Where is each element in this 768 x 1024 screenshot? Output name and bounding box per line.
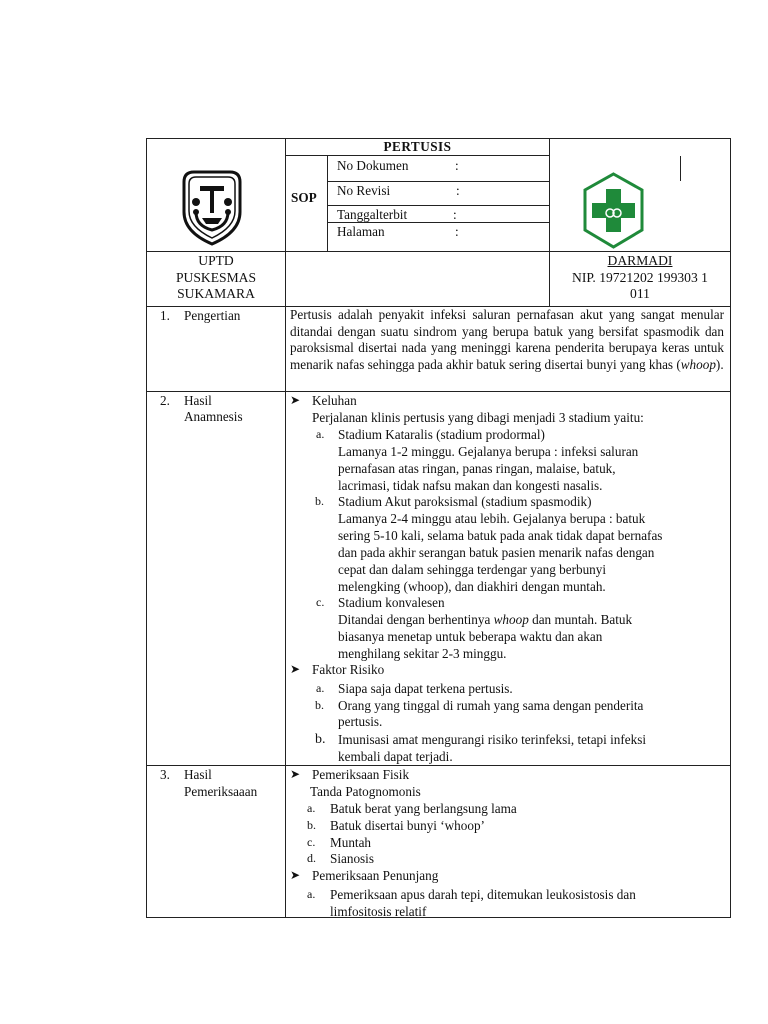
arrow-bullet-icon: ➤ xyxy=(290,393,301,407)
signer-name: DARMADI xyxy=(607,253,673,268)
penunjang-item: limfositosis relatif xyxy=(330,904,427,919)
signer-block xyxy=(550,253,730,303)
stage-line: menghilang sekitar 2-3 minggu. xyxy=(338,646,507,661)
stage-line: Lamanya 1-2 minggu. Gejalanya berupa : infeksi saluran xyxy=(338,444,639,459)
risk-heading: Faktor Risiko xyxy=(312,662,385,677)
fisik-item: Batuk disertai bunyi ‘whoop’ xyxy=(330,818,485,833)
list-letter: b. xyxy=(315,494,324,508)
keluhan-heading: Keluhan xyxy=(312,393,357,408)
stage-line: pernafasan atas ringan, panas ringan, malaise, batuk, xyxy=(338,461,616,476)
list-letter: a. xyxy=(307,801,316,815)
arrow-bullet-icon: ➤ xyxy=(290,662,301,676)
stage-line: dan pada akhir serangan batuk pasien menarik nafas dengan xyxy=(338,545,655,560)
stage-text: dan muntah. Batuk xyxy=(528,612,633,627)
paragraph-text: Pertusis adalah penyakit infeksi saluran pernafasan akut yang sangat menular ditandai dengan suatu sindrom yang berupa batuk yang bersifat spasmodik dan paroksismal disertai nada yang meninggi karena penderita berupaya keras untuk menarik nafas sehingga pada akhir batuk sering disertai bunyi yang khas ( xyxy=(290,307,724,372)
risk-item: pertusis. xyxy=(338,714,383,729)
section-label-pemeriksaan: Pemeriksaaan xyxy=(184,784,258,799)
risk-item: Imunisasi amat mengurangi risiko terinfeksi, tetapi infeksi xyxy=(338,732,647,747)
org-line: SUKAMARA xyxy=(177,286,255,301)
risk-item: Siapa saja dapat terkena pertusis. xyxy=(338,681,513,696)
list-letter: b. xyxy=(307,818,316,832)
keluhan-intro: Perjalanan klinis pertusis yang dibagi menjadi 3 stadium yaitu: xyxy=(312,410,644,425)
list-letter: b. xyxy=(315,698,324,712)
list-letter: c. xyxy=(316,595,325,609)
stage-line xyxy=(338,611,632,628)
list-letter: d. xyxy=(307,851,316,865)
field-label-tanggal-terbit: Tanggalterbit xyxy=(337,207,408,222)
fisik-item: Muntah xyxy=(330,835,372,850)
org-line: PUSKESMAS xyxy=(175,269,257,285)
org-line: UPTD xyxy=(198,253,234,268)
list-letter: a. xyxy=(316,681,325,695)
stage-line: Lamanya 2-4 minggu atau lebih. Gejalanya berupa : batuk xyxy=(338,511,646,526)
field-sep: : xyxy=(455,224,459,239)
paragraph-italic: whoop xyxy=(680,356,716,372)
fisik-item: Sianosis xyxy=(330,851,374,866)
fisik-heading: Pemeriksaan Fisik xyxy=(312,767,410,782)
risk-item: Orang yang tinggal di rumah yang sama dengan penderita xyxy=(338,698,644,713)
stage-italic: whoop xyxy=(493,612,529,627)
penunjang-heading: Pemeriksaan Penunjang xyxy=(312,868,439,883)
stage-title: Stadium konvalesen xyxy=(338,595,445,610)
signer-nip: NIP. 19721202 199303 1 xyxy=(572,269,708,285)
arrow-bullet-icon: ➤ xyxy=(290,767,301,781)
field-sep: : xyxy=(455,158,459,173)
list-letter: b. xyxy=(315,732,326,747)
section-label-pengertian: Pengertian xyxy=(184,308,241,323)
list-letter: c. xyxy=(307,835,316,849)
stage-text: Ditandai dengan berhentinya xyxy=(338,612,494,627)
document-title: PERTUSIS xyxy=(383,139,452,154)
pengertian-paragraph xyxy=(290,307,724,373)
stage-line: cepat dan dalam sehingga terdengar yang berbunyi xyxy=(338,562,607,577)
puskesmas-cross-icon xyxy=(582,172,645,249)
fisik-subheading: Tanda Patognomonis xyxy=(310,784,421,799)
stage-line: lacrimasi, tidak nafsu makan dan kongesti nasalis. xyxy=(338,478,603,493)
fisik-item: Batuk berat yang berlangsung lama xyxy=(330,801,517,816)
stage-title: Stadium Akut paroksismal (stadium spasmodik) xyxy=(338,494,592,509)
section-number: 3. xyxy=(160,767,170,782)
regional-emblem-icon xyxy=(180,168,244,246)
field-label-no-dokumen: No Dokumen xyxy=(337,158,409,173)
penunjang-item: Pemeriksaan apus darah tepi, ditemukan leukosistosis dan xyxy=(330,887,636,902)
list-letter: a. xyxy=(307,887,316,901)
section-label-anamnesis: Hasil xyxy=(184,393,212,408)
field-label-halaman: Halaman xyxy=(337,224,385,239)
list-letter: a. xyxy=(316,427,325,441)
sop-label: SOP xyxy=(291,190,317,205)
stage-line: sering 5-10 kali, selama batuk pada anak tidak dapat bernafas xyxy=(338,528,663,543)
paragraph-text: ). xyxy=(715,356,724,372)
arrow-bullet-icon: ➤ xyxy=(290,868,301,882)
stage-line: melengking (whoop), dan diakhiri dengan muntah. xyxy=(338,579,606,594)
stage-title: Stadium Kataralis (stadium prodormal) xyxy=(338,427,545,442)
section-label-pemeriksaan: Hasil xyxy=(184,767,212,782)
field-sep: : xyxy=(456,183,460,198)
stage-line: biasanya menetap untuk beberapa waktu dan akan xyxy=(338,629,603,644)
signer-nip: 011 xyxy=(630,286,650,301)
section-number: 2. xyxy=(160,393,170,408)
field-label-no-revisi: No Revisi xyxy=(337,183,391,198)
risk-item: kembali dapat terjadi. xyxy=(338,749,453,764)
section-number: 1. xyxy=(160,308,170,323)
field-sep: : xyxy=(453,207,457,222)
org-name xyxy=(147,253,285,303)
section-label-anamnesis: Anamnesis xyxy=(184,409,243,424)
